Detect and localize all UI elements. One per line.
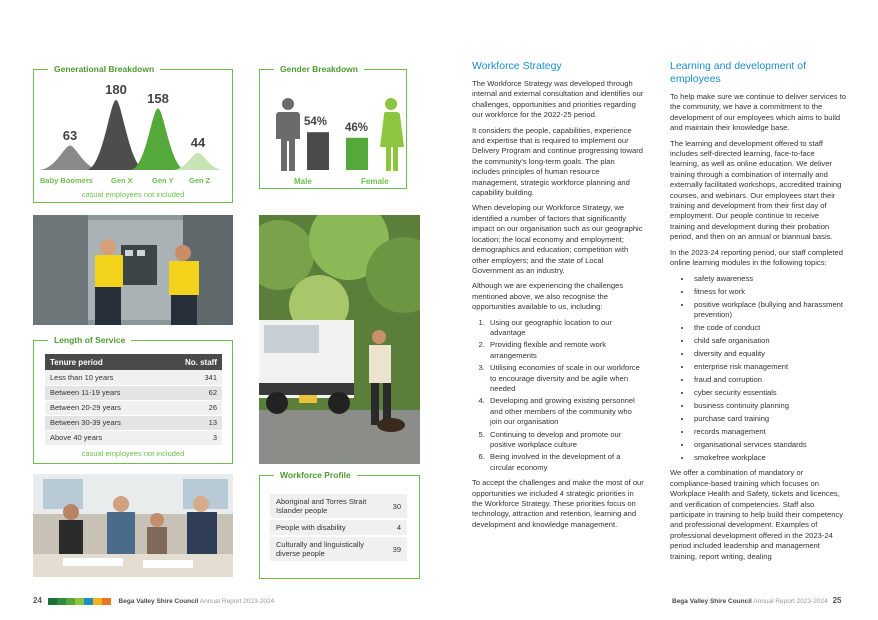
footer-org-right: Bega Valley Shire Council xyxy=(672,598,752,605)
generational-breakdown-title: Generational Breakdown xyxy=(48,63,160,75)
footer-org-left: Bega Valley Shire Council xyxy=(118,598,199,605)
photo-ranger-with-dog xyxy=(259,215,420,464)
list-item: • business continuity planning xyxy=(692,401,846,411)
workforce-strategy-column xyxy=(472,60,644,535)
workforce-profile-title: Workforce Profile xyxy=(274,469,357,481)
tenure-cell: Between 20-29 years xyxy=(45,400,162,415)
list-item: • purchase card training xyxy=(692,414,846,424)
header-no-staff: No. staff xyxy=(162,354,223,370)
length-of-service-note: casual employees not included xyxy=(81,449,185,458)
list-item: • records management xyxy=(692,427,846,437)
paragraph: To accept the challenges and make the most of our opportunities we included 4 strategic priorities in the Workforce Strategy. These priorities focus on technology, attraction and retention, learning and development and knowledge management. xyxy=(472,478,644,529)
list-item: • safety awareness xyxy=(692,274,846,284)
label-gen-z: Gen Z xyxy=(189,176,211,185)
value-gen-x: 180 xyxy=(105,82,127,97)
workforce-strategy-heading: Workforce Strategy xyxy=(472,60,562,72)
photo-workers-electrical-panel xyxy=(33,215,233,325)
label-baby-boomers: Baby Boomers xyxy=(40,176,93,185)
profile-category-cell: Culturally and linguistically diverse people xyxy=(270,536,381,562)
length-of-service-title: Length of Service xyxy=(48,334,131,346)
male-percent: 54% xyxy=(304,116,328,128)
tenure-cell: Between 30-39 years xyxy=(45,415,162,430)
profile-category-cell: People with disability xyxy=(270,519,381,536)
stripe-block xyxy=(84,598,93,605)
profile-count-cell: 4 xyxy=(381,519,407,536)
staff-count-cell: 3 xyxy=(162,430,223,445)
photo-team-meeting xyxy=(33,474,233,577)
workforce-profile-panel xyxy=(259,470,420,579)
paragraph: In the 2023-24 reporting period, our staff completed online learning modules in the following topics: xyxy=(670,247,843,268)
paragraph: When developing our Workforce Strategy, we identified a number of factors that significantly impact on our organisation such as our geographic location; the local economy and employment; demographics and education; competition with other employers; and the state of Local Government as an industry. xyxy=(472,203,643,275)
profile-count-cell: 30 xyxy=(381,494,407,519)
list-item: • smokefree workplace xyxy=(692,453,846,463)
table-row xyxy=(45,400,222,415)
photo-workers-illustration xyxy=(33,215,233,325)
table-row xyxy=(45,430,222,445)
workforce-profile-table xyxy=(270,494,407,563)
footer-left xyxy=(33,596,274,605)
length-of-service-table-wrap xyxy=(45,354,222,446)
photo-meeting-illustration xyxy=(33,474,233,577)
generational-breakdown-panel xyxy=(33,64,233,203)
list-item: • cyber security essentials xyxy=(692,388,846,398)
list-item: 1. Using our geographic location to our advantage xyxy=(487,318,644,339)
male-icon xyxy=(276,98,300,171)
list-item: 3. Utilising economies of scale in our workforce to encourage diversity and be agile when needed xyxy=(487,363,644,394)
learning-development-column xyxy=(670,60,846,567)
peak-gen-x xyxy=(86,100,146,170)
profile-category-cell: Aboriginal and Torres Strait Islander people xyxy=(270,494,381,519)
stripe-block xyxy=(48,598,57,605)
paragraph: We offer a combination of mandatory or compliance-based training which focuses on Workplace Health and Safety, tickets and licences, and verification of competencies. Staff also participate in training to help build their competency and professional development. Examples of professional development offered in the 2023-24 period included leadership and management training, report writing, dealing xyxy=(670,468,844,561)
table-row xyxy=(270,494,407,519)
workforce-profile-table-wrap xyxy=(270,494,407,563)
male-label: Male xyxy=(294,177,312,186)
paragraph: The Workforce Strategy was developed through internal and external consultation and identifies our challenges, opportunities and priorities regarding our workforce for the 2022-25 period. xyxy=(472,79,644,120)
learning-development-heading: Learning and development of employees xyxy=(670,60,807,85)
stripe-block xyxy=(102,598,111,605)
tenure-cell: Above 40 years xyxy=(45,430,162,445)
photo-ranger-illustration xyxy=(259,215,420,464)
female-bar xyxy=(346,138,368,170)
table-header-row xyxy=(45,354,222,370)
tenure-cell: Less than 10 years xyxy=(45,370,162,385)
paragraph: It considers the people, capabilities, experience and expertise that is required to implement our Delivery Program and continue progressing toward the community's long-term goals. The plan includes principles of human resource management, strategic workforce planning and capability building. xyxy=(472,125,643,198)
stripe-block xyxy=(75,598,84,605)
paragraph: Although we are experiencing the challenges mentioned above, we also recognise the opportunities available to us, including: xyxy=(472,281,624,312)
footer-report-right: Annual Report 2023-2024 xyxy=(753,598,828,605)
female-percent: 46% xyxy=(345,122,369,134)
profile-count-cell: 39 xyxy=(381,536,407,562)
value-gen-z: 44 xyxy=(190,134,206,150)
generational-note: casual employees not included xyxy=(81,190,185,199)
list-item: • child safe organisation xyxy=(692,336,846,346)
stripe-block xyxy=(57,598,66,605)
footer-right xyxy=(672,596,841,605)
list-item: • enterprise risk management xyxy=(692,362,846,372)
table-row xyxy=(45,385,222,400)
list-item: 6. Being involved in the development of a circular economy xyxy=(487,452,644,473)
list-item: 4. Developing and growing existing personnel and other members of the community who join our organisation xyxy=(487,396,644,427)
footer-color-stripe xyxy=(48,598,111,605)
stripe-block xyxy=(93,598,102,605)
value-baby-boomers: 63 xyxy=(62,127,78,143)
header-tenure-period: Tenure period xyxy=(45,354,162,370)
staff-count-cell: 62 xyxy=(162,385,223,400)
label-gen-x: Gen X xyxy=(111,176,133,185)
gender-breakdown-title: Gender Breakdown xyxy=(274,63,364,75)
list-item: • fitness for work xyxy=(692,287,846,297)
female-icon xyxy=(380,98,404,171)
tenure-cell: Between 11-19 years xyxy=(45,385,162,400)
paragraph: To help make sure we continue to deliver services to the community, we have a commitment to the development of our employees which aims to build and maintain their knowledge base. xyxy=(670,92,847,133)
gender-chart xyxy=(260,70,408,180)
value-gen-y: 158 xyxy=(147,90,169,106)
table-row xyxy=(270,519,407,536)
page-number-right: 25 xyxy=(832,596,842,605)
staff-count-cell: 13 xyxy=(162,415,223,430)
staff-count-cell: 341 xyxy=(162,370,223,385)
opportunities-list xyxy=(487,318,644,474)
page-number-left: 24 xyxy=(33,596,42,605)
list-item: 2. Providing flexible and remote work arrangements xyxy=(487,340,644,361)
list-item: • fraud and corruption xyxy=(692,375,846,385)
stripe-block xyxy=(66,598,75,605)
table-row xyxy=(270,536,407,562)
list-item: • diversity and equality xyxy=(692,349,846,359)
list-item: 5. Continuing to develop and promote our positive workplace culture xyxy=(487,430,644,451)
male-bar xyxy=(307,132,329,170)
length-of-service-panel xyxy=(33,335,233,464)
label-gen-y: Gen Y xyxy=(152,176,174,185)
footer-report-left: Annual Report 2023-2024 xyxy=(199,598,275,605)
paragraph: The learning and development offered to staff includes self-directed learning, face-to-face learning, as well as online education. We deliver training through a combination of internally and externally facilitated workshops, accredited training courses, and webinars. Our employees start their training and development from their first day of employment. Our people continue to receive training and development during their probation period, and then on an annual or biannual basis. xyxy=(670,138,842,242)
table-row xyxy=(45,370,222,385)
staff-count-cell: 26 xyxy=(162,400,223,415)
list-item: • organisational services standards xyxy=(692,440,846,450)
length-of-service-table xyxy=(45,354,222,446)
table-row xyxy=(45,415,222,430)
list-item: • the code of conduct xyxy=(692,323,846,333)
female-label: Female xyxy=(361,177,389,186)
gender-breakdown-panel xyxy=(259,64,407,189)
list-item: • positive workplace (bullying and harassment prevention) xyxy=(692,300,846,321)
training-topics-list xyxy=(692,274,846,464)
